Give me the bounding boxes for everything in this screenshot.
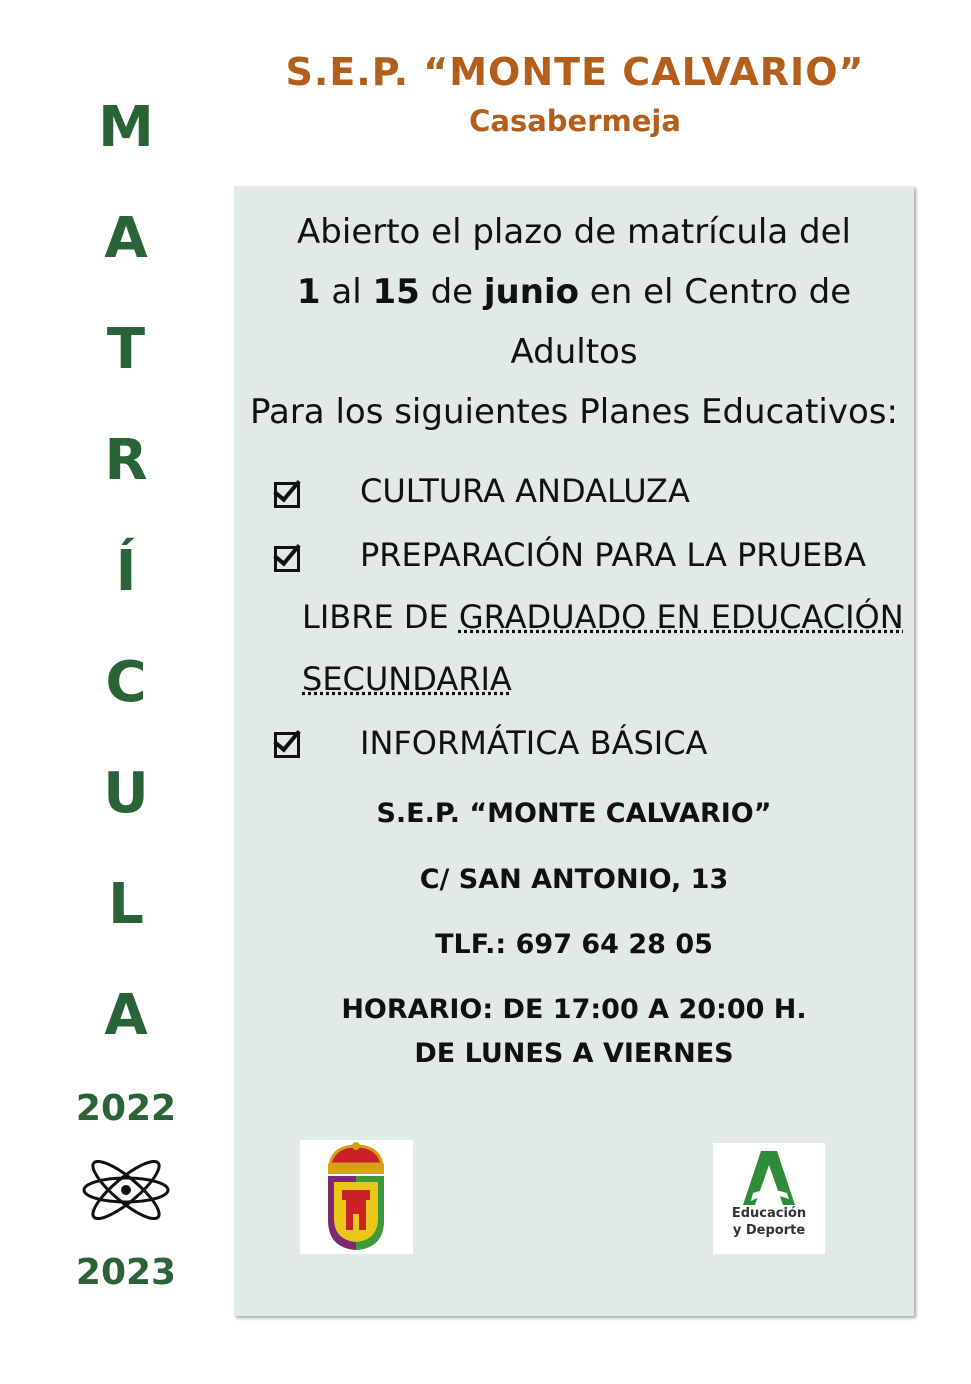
title-letter: Í [115, 539, 137, 604]
title-letter: M [98, 95, 154, 160]
plan-item-2-underlined: GRADUADO EN EDUCACIÓN [458, 598, 904, 636]
contact-phone: TLF.: 697 64 28 05 [435, 929, 713, 960]
plan-item-2-line-1: PREPARACIÓN PARA LA PRUEBA [360, 536, 867, 574]
municipal-logo [300, 1140, 413, 1254]
town-subtitle: Casabermeja [469, 104, 681, 138]
word-de: de [430, 272, 474, 312]
title-letter: L [108, 872, 144, 937]
plan-item-2-line-3: SECUNDARIA [302, 660, 512, 698]
plan-item-3: INFORMÁTICA BÁSICA [360, 724, 708, 762]
intro-line-2 [234, 262, 914, 382]
year-end: 2023 [75, 1252, 177, 1293]
title-letter: U [103, 761, 149, 826]
title-letter: R [104, 428, 148, 493]
intro-line-1: Abierto el plazo de matrícula del [297, 212, 851, 252]
info-panel [234, 186, 914, 1316]
title-letter: T [106, 317, 146, 382]
education-logo [713, 1143, 825, 1254]
day-end: 15 [372, 272, 420, 312]
word-al: al [331, 272, 362, 312]
title-letter: A [104, 206, 148, 271]
junta-andalucia-a-icon [713, 1143, 825, 1213]
education-logo-line-2: y Deporte [732, 1223, 806, 1238]
contact-address: C/ SAN ANTONIO, 13 [419, 864, 729, 895]
plan-item-2-line-2 [272, 586, 904, 648]
day-start: 1 [296, 272, 321, 312]
plan-item-2-plain: LIBRE DE [302, 598, 459, 636]
atom-icon [80, 1160, 172, 1220]
title-letter: C [105, 650, 147, 715]
contact-name: S.E.P. “MONTE CALVARIO” [376, 798, 772, 829]
plan-item-1: CULTURA ANDALUZA [360, 472, 690, 510]
intro-line-2-rest: en el Centro de Adultos [510, 272, 852, 372]
vertical-title [66, 95, 186, 1094]
education-logo-line-1: Educación [731, 1206, 807, 1221]
plan-item-2 [272, 524, 904, 710]
school-title: S.E.P. “MONTE CALVARIO” [285, 50, 865, 94]
month: junio [483, 272, 579, 312]
year-start: 2022 [75, 1088, 177, 1129]
intro-text [234, 202, 914, 442]
header [230, 50, 920, 138]
intro-line-3: Para los siguientes Planes Educativos: [250, 392, 898, 432]
title-letter: A [104, 983, 148, 1048]
contact-hours: HORARIO: DE 17:00 A 20:00 H. [341, 994, 807, 1025]
contact-days: DE LUNES A VIERNES [414, 1038, 734, 1069]
coat-of-arms-icon [300, 1140, 413, 1254]
